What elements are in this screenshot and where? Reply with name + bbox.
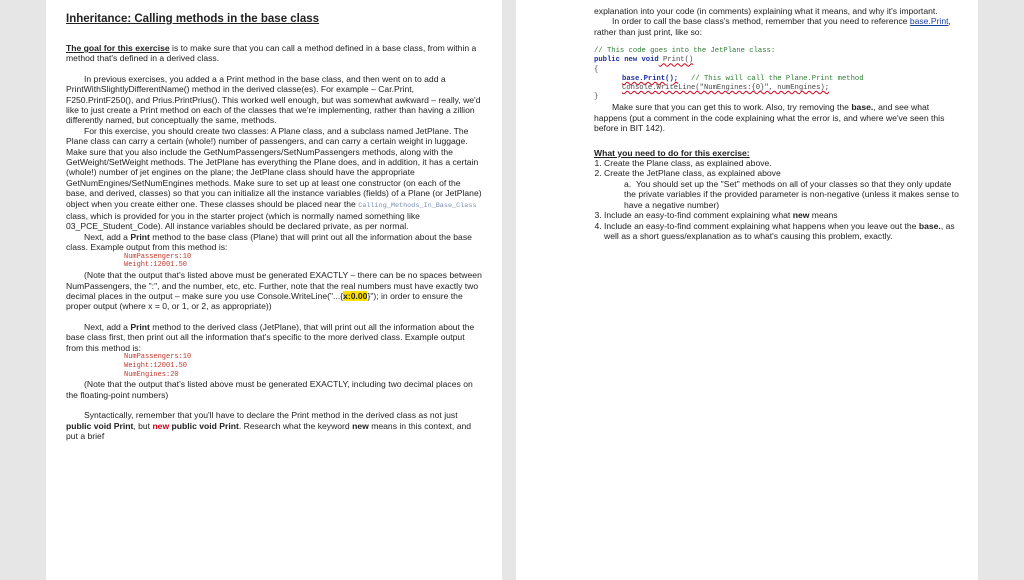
todo-list-cont <box>594 210 964 241</box>
output-line: NumPassengers:10 <box>124 352 192 361</box>
code-base-call <box>594 75 964 84</box>
try-bold: base. <box>851 102 874 113</box>
print-base-a: Next, add a <box>84 231 131 242</box>
code-inline-comment: // This will call the Plane.Print method <box>691 74 864 83</box>
document-page-right <box>516 0 978 580</box>
code-signature <box>594 56 964 65</box>
try-removing-paragraph <box>594 102 964 133</box>
base-print-a: In order to call the base class's method, remember that you need to reference <box>612 16 910 27</box>
base-print-link: base.Print <box>909 16 949 27</box>
output-line: NumEngines:20 <box>124 370 179 379</box>
step3-bold: new <box>792 210 810 221</box>
starter-class-name: Calling_Methods_In_Base_Class <box>358 201 477 210</box>
classes-text-end: class, which is provided for you in the starter project (which is normally named something like 03_PCE_Student_Code). All instance variables should be declared private, as per normal. <box>66 210 420 232</box>
note-decimal-places: (Note that the output that's listed above must be generated EXACTLY, including two decimal places on the floating-point numbers) <box>66 379 473 400</box>
code-example <box>594 47 964 102</box>
intro-paragraph: In previous exercises, you added a a Print method in the base class, and then went on to add a PrintWithSlightlyDifferentName() method in the derived classe(es). For example – Car.Print, F250.PrintF250(), and Prius.PrintPrius(). This worked well enough, but was somewhat awkward – really, we'd like to just create a Print method on each of the classes that we're implementing, rather than having a zillion differently named, but conceptually the same, methods. <box>66 73 481 126</box>
print-derived-paragraph <box>66 322 482 353</box>
note1-b: }"); in order to ensure the proper output (where x = 0, or 1, or 2, as appropriate)) <box>66 290 463 312</box>
list-item: 2. Create the JetPlane class, as explained above <box>604 168 964 178</box>
document-page-left <box>46 0 502 580</box>
note1-a: (Note that the output that's listed above must be generated EXACTLY – there can be no spaces between NumPassengers, the ":", and the number, etc, etc. Further, note that the real numbers must have exactly two decimal places in the output – make sure you use Console.WriteLine("...{ <box>66 270 482 301</box>
print-derived-bold: Print <box>130 321 150 332</box>
syntax-bold-2: public void Print <box>169 420 239 431</box>
keyword-new-2: new <box>352 420 369 431</box>
code-open-brace: { <box>594 65 599 74</box>
list-item <box>604 210 964 220</box>
code-close-brace: } <box>594 93 599 102</box>
list-item: 1. Create the Plane class, as explained above. <box>604 158 964 168</box>
code-keywords: public new void <box>594 56 659 65</box>
list-item <box>604 221 964 242</box>
try-a: Make sure that you can get this to work. Also, try removing the <box>612 102 852 113</box>
document-title: Inheritance: Calling methods in the base class <box>66 13 320 25</box>
derived-output-sample <box>66 353 482 379</box>
base-output-sample <box>66 253 482 271</box>
todo-list <box>594 158 964 179</box>
todo-heading: What you need to do for this exercise: <box>594 147 750 158</box>
output-line: Weight:12001.50 <box>124 261 188 270</box>
classes-text: For this exercise, you should create two classes: A Plane class, and a subclass named JetPlane. The Plane class can carry a certain (whole!) number of passengers, and can carry a certain weight in luggage. Make sure that you also include the GetNumPassengers/SetNumPassengers methods, along with the GetWeight/SetWeight methods. The JetPlane has everything the Plane does, and in addition, it has a certain (whole!) number of jet engines on the plane; the JetPlane class should have the appropriate GetNumEngines/SetNumEngines methods. Make sure to set up at least one constructor (on each of the base, and derived, classes) so that you can initialize all the instance variables (fields) of a Plane (or JetPlane) object when you create either one. These classes should be placed near the <box>66 125 482 209</box>
goal-paragraph <box>66 43 482 64</box>
step3-a: Include an easy-to-find comment explaining what <box>604 210 793 221</box>
explanation-continued: explanation into your code (in comments) explaining what it means, and why it's important. <box>594 6 938 16</box>
base-print-paragraph <box>594 16 964 37</box>
syntax-d: . Research what the keyword <box>238 420 353 431</box>
code-method-name: Print() <box>658 56 694 65</box>
print-derived-b: method to the derived class (JetPlane), that will print out all the information about the base class first, then print out all the information that's specific to the more derived class. Example output from this method is: <box>66 321 475 353</box>
syntax-c: , but <box>133 420 153 431</box>
sub-item-set-methods: a. You should set up the "Set" methods on all of your classes so that they only update the private variables if the provided parameter is non-negative (unless it makes sense to have a negative number) <box>624 178 959 210</box>
output-line: Weight:12001.50 <box>124 361 188 370</box>
classes-paragraph <box>66 126 482 232</box>
code-base-print: base.Print(); <box>622 74 679 83</box>
print-base-bold: Print <box>130 231 150 242</box>
note1-highlight: x:0.00 <box>343 290 368 301</box>
base-print-b: , rather than just print, like so: <box>594 16 951 37</box>
syntax-a: Syntactically, remember that you'll have to declare the Print method in the derived class as not just <box>84 410 458 421</box>
code-writeline: Console.WriteLine("NumEngines:{0}", numEngines); <box>622 84 830 93</box>
step4-bold: base. <box>918 220 941 231</box>
sub-item-text: You should set up the "Set" methods on all of your classes so that they only update the private variables if the provided parameter is non-negative (unless it makes sense to have a negative number) <box>624 178 959 210</box>
print-base-paragraph <box>66 232 482 253</box>
try-b: , and see what happens (put a comment in the code explaining what the error is, and where we've seen this before in BIT 142). <box>594 102 945 134</box>
syntax-bold-1: public void Print <box>66 420 134 431</box>
step3-b: means <box>809 210 838 221</box>
print-base-b: method to the base class (Plane) that will print out all the information about the base class. Example output from this method is: <box>66 231 472 253</box>
syntax-paragraph <box>66 410 482 441</box>
note-exact-output <box>66 270 482 312</box>
code-comment: // This code goes into the JetPlane class: <box>594 47 776 56</box>
print-derived-a: Next, add a <box>84 321 131 332</box>
syntax-e: means in this context, and put a brief <box>66 420 472 441</box>
step4-a: Include an easy-to-find comment explaining what happens when you leave out the <box>604 220 919 231</box>
output-line: NumPassengers:10 <box>124 252 192 261</box>
step4-b: , as well as a short guess/explanation as to what's causing this problem, exactly. <box>604 220 955 241</box>
goal-text: is to make sure that you can call a method defined in a base class, from within a method that's defined in a derived class. <box>66 43 477 64</box>
keyword-new: new <box>152 420 170 431</box>
goal-label: The goal for this exercise <box>66 43 170 53</box>
